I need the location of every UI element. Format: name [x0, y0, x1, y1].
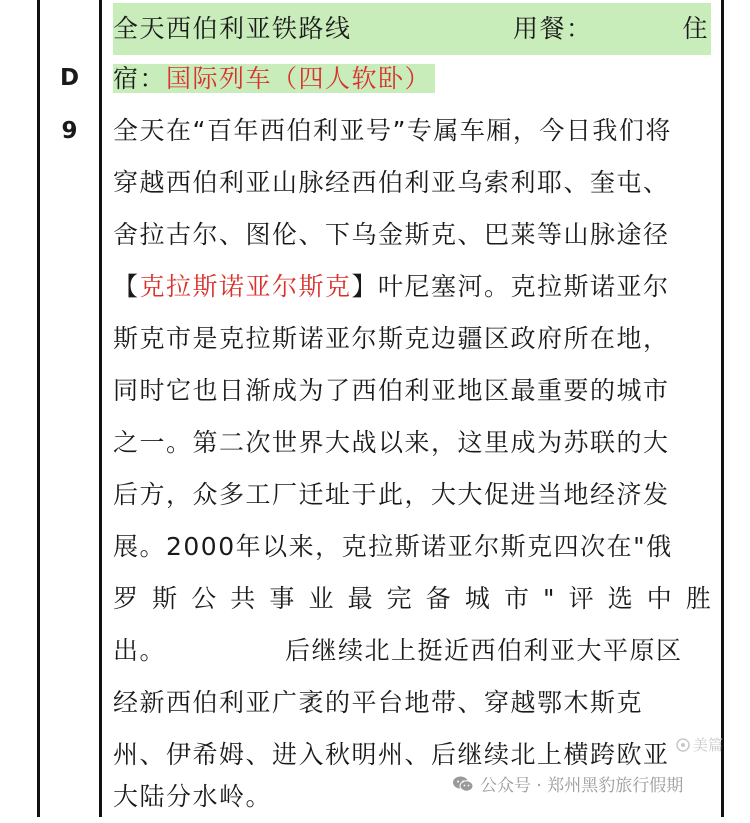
char: 事	[269, 584, 295, 613]
header-line-2	[113, 53, 711, 105]
body-line: 州、伊希姆、进入秋明州、后继续北上横跨欧亚	[113, 740, 670, 769]
body-line: 展。2000年以来，克拉斯诺亚尔斯克四次在"俄	[113, 532, 673, 561]
meipian-text: 美篇	[693, 736, 724, 754]
meal-label: 用餐：	[513, 14, 593, 43]
stay-value: 国际列车（四人软卧）	[166, 64, 432, 93]
body-line-start: 出。	[113, 636, 167, 665]
char: 完	[386, 584, 412, 613]
watermark-text: 公众号 · 郑州黑豹旅行假期	[480, 776, 684, 796]
body-line-justified	[113, 573, 711, 625]
table-border-middle	[99, 0, 102, 817]
body-line	[113, 625, 711, 677]
body-line: 全天在“百年西伯利亚号”专属车厢，今日我们将	[113, 116, 672, 145]
char: "	[543, 584, 555, 613]
meipian-icon	[676, 738, 690, 752]
char: 业	[308, 584, 334, 613]
day-letter: D	[59, 65, 80, 91]
bracket-open: 【	[113, 272, 140, 301]
body-line: 穿越西伯利亚山脉经西伯利亚乌索利耶、奎屯、	[113, 168, 670, 197]
char: 胜	[685, 584, 711, 613]
table-border-right	[721, 0, 724, 817]
meipian-mark	[676, 734, 723, 755]
body-line-rest: 】叶尼塞河。克拉斯诺亚尔	[351, 272, 670, 301]
body-line: 舍拉古尔、图伦、下乌金斯克、巴莱等山脉途径	[113, 220, 670, 249]
char: 斯	[152, 584, 178, 613]
header-line-1	[113, 3, 711, 55]
route-title: 全天西伯利亚铁路线	[113, 14, 352, 43]
body-line: 后方，众多工厂迁址于此，大大促进当地经济发	[113, 480, 670, 509]
day-number: 9	[61, 118, 78, 144]
char: 城	[464, 584, 490, 613]
watermark	[452, 771, 683, 796]
body-line: 大陆分水岭。	[113, 782, 273, 811]
city-highlight: 克拉斯诺亚尔斯克	[139, 272, 352, 301]
body-line: 经新西伯利亚广袤的平台地带、穿越鄂木斯克	[113, 688, 644, 717]
char: 中	[646, 584, 672, 613]
wechat-icon	[452, 775, 474, 793]
body-line-continued: 后继续北上挺近西伯利亚大平原区	[285, 636, 683, 665]
char: 备	[425, 584, 451, 613]
body-line	[113, 261, 711, 313]
char: 市	[503, 584, 529, 613]
body-line: 斯克市是克拉斯诺亚尔斯克边疆区政府所在地，	[113, 324, 670, 353]
char: 公	[191, 584, 217, 613]
body-line: 之一。第二次世界大战以来，这里成为苏联的大	[113, 428, 670, 457]
char: 共	[230, 584, 256, 613]
stay-label-end: 宿：	[113, 64, 167, 93]
char: 最	[347, 584, 373, 613]
char: 选	[607, 584, 633, 613]
body-line: 同时它也日渐成为了西伯利亚地区最重要的城市	[113, 376, 670, 405]
char: 评	[568, 584, 594, 613]
stay-label-start: 住	[682, 14, 709, 43]
char: 罗	[113, 584, 139, 613]
